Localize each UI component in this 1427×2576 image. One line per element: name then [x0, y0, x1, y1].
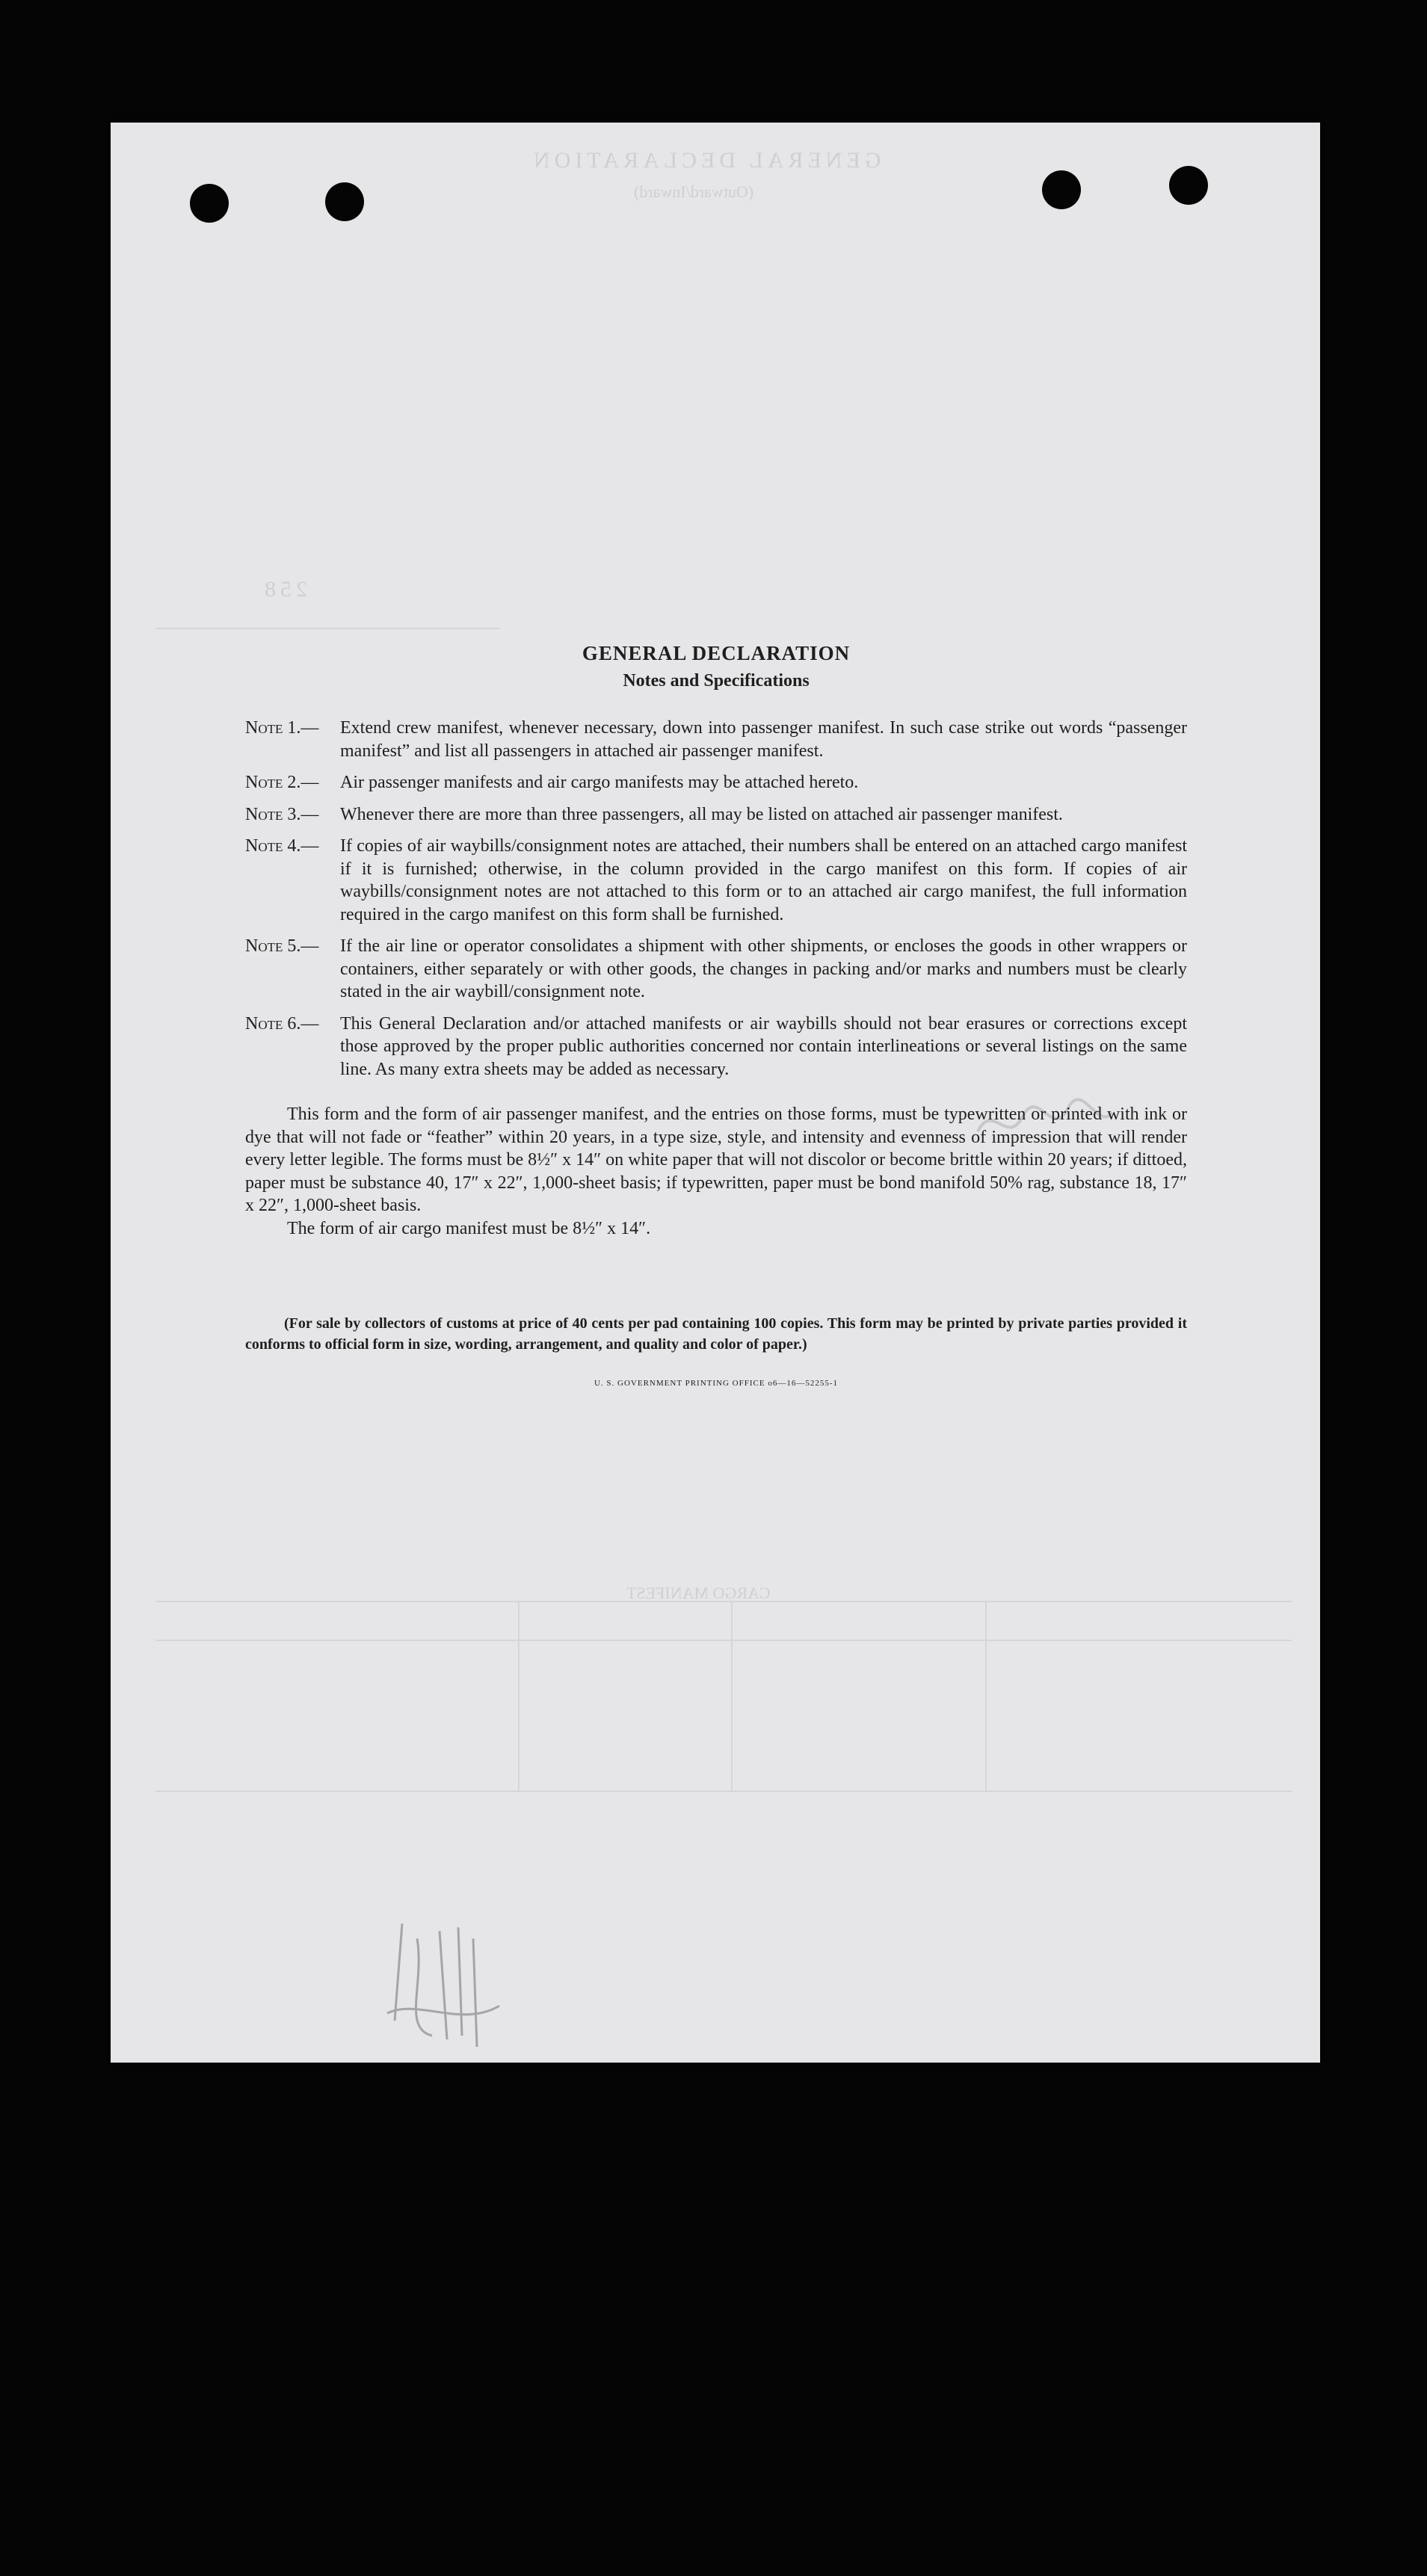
printer-imprint: U. S. GOVERNMENT PRINTING OFFICE o6—16—52255-1 [594, 1379, 838, 1388]
bleed-through-subheading: (Outward/Inward) [634, 182, 754, 201]
bleed-through-rule [155, 1791, 1292, 1792]
document-page [111, 123, 1320, 2063]
bleed-through-rule [731, 1601, 733, 1791]
notes-and-specifications [245, 642, 1187, 1388]
bleed-through-rule [155, 1640, 1292, 1641]
punch-hole-left-2 [325, 182, 364, 221]
note-2: Note 2.— Air passenger manifests and air cargo manifests may be attached hereto. [245, 773, 859, 792]
note-3: Note 3.— Whenever there are more than three passengers, all may be listed on attached air passenger manifest. [245, 804, 1063, 824]
document-title: GENERAL DECLARATION [582, 642, 851, 664]
note-5: Note 5.— If the air line or operator consolidates a shipment with other shipments, or encloses the goods in other wrappers or containers, either separately or with other goods, the changes in packing and/or marks and numbers must be clearly stated in the air waybill/consignment note. [245, 936, 1187, 1001]
bleed-through-rule [155, 1601, 1292, 1602]
sale-notice: (For sale by collectors of customs at price of 40 cents per pad containing 100 copies. This form may be printed by private parties provided it conforms to official form in size, wording, arrangement, and quality and color of paper.) [245, 1315, 1187, 1353]
note-6: Note 6.— This General Declaration and/or attached manifests or air waybills should not bear erasures or corrections except those approved by the proper public authorities concerned nor contain interlineations or several listings on the same line. As many extra sheets may be added as necessary. [245, 1013, 1187, 1079]
punch-hole-right-2 [1169, 166, 1208, 205]
signature-mark [372, 1909, 507, 2051]
cargo-manifest-size-line: The form of air cargo manifest must be 8½″ x 14″. [287, 1218, 651, 1238]
bleed-through-rule [518, 1601, 520, 1791]
note-label: Note 5. [245, 936, 301, 956]
note-4: Note 4.— If copies of air waybills/consignment notes are attached, their numbers shall be entered on an attached cargo manifest if it is furnished; otherwise, in the column provided in the cargo manifest on this form. If copies of air waybills/consignment notes are not attached to this form or to an attached air cargo manifest, the full information required in the cargo manifest on this form shall be furnished. [245, 836, 1187, 924]
bleed-through-number: 258 [260, 577, 307, 602]
bleed-through-rule [155, 628, 499, 629]
bleed-through-rule [985, 1601, 987, 1791]
note-label: Note 3. [245, 804, 301, 824]
note-label: Note 4. [245, 836, 301, 856]
note-label: Note 6. [245, 1013, 301, 1034]
note-label: Note 1. [245, 718, 301, 738]
note-text: If the air line or operator consolidates a shipment with other shipments, or encloses the goods in other wrappers or containers, either separately or with other goods, the changes in packing and/or marks and numbers must be clearly stated in the air waybill/consignment note. [340, 936, 1187, 1001]
specification-paragraph: This form and the form of air passenger manifest, and the entries on those forms, must be typewritten or printed with ink or dye that will not fade or “feather” within 20 years, in a type size, style, and intensity and evenness of impression that will render every letter legible. The forms must be 8½″ x 14″ on white paper that will not discolor or become brittle within 20 years; if dittoed, paper must be substance 40, 17″ x 22″, 1,000-sheet basis; if typewritten, paper must be bond manifold 50% rag, substance 18, 17″ x 22″, 1,000-sheet basis. [245, 1105, 1187, 1215]
bleed-through-cargo-heading: CARGO MANIFEST [626, 1584, 771, 1602]
bleed-through-heading: GENERAL DECLARATION [529, 148, 881, 173]
note-text: Air passenger manifests and air cargo manifests may be attached hereto. [340, 773, 859, 792]
note-text: Extend crew manifest, whenever necessary, down into passenger manifest. In such case strike out words “passenger manifest” and list all passengers in attached air passenger manifest. [340, 718, 1187, 761]
document-subtitle: Notes and Specifications [623, 671, 810, 691]
punch-hole-right-1 [1042, 170, 1081, 209]
note-label: Note 2. [245, 773, 301, 792]
note-1: Note 1.— Extend crew manifest, whenever necessary, down into passenger manifest. In such case strike out words “passenger manifest” and list all passengers in attached air passenger manifest. [245, 718, 1187, 761]
punch-hole-left-1 [190, 184, 229, 223]
note-text: This General Declaration and/or attached manifests or air waybills should not bear erasures or corrections except those approved by the proper public authorities concerned nor contain interlineations or several listings on the same line. As many extra sheets may be added as necessary. [340, 1013, 1187, 1079]
note-text: If copies of air waybills/consignment notes are attached, their numbers shall be entered on an attached cargo manifest if it is furnished; otherwise, in the column provided in the cargo manifest on this form. If copies of air waybills/consignment notes are not attached to this form or to an attached air cargo manifest, the full information required in the cargo manifest on this form shall be furnished. [340, 836, 1187, 924]
note-text: Whenever there are more than three passengers, all may be listed on attached air passenger manifest. [340, 804, 1063, 824]
